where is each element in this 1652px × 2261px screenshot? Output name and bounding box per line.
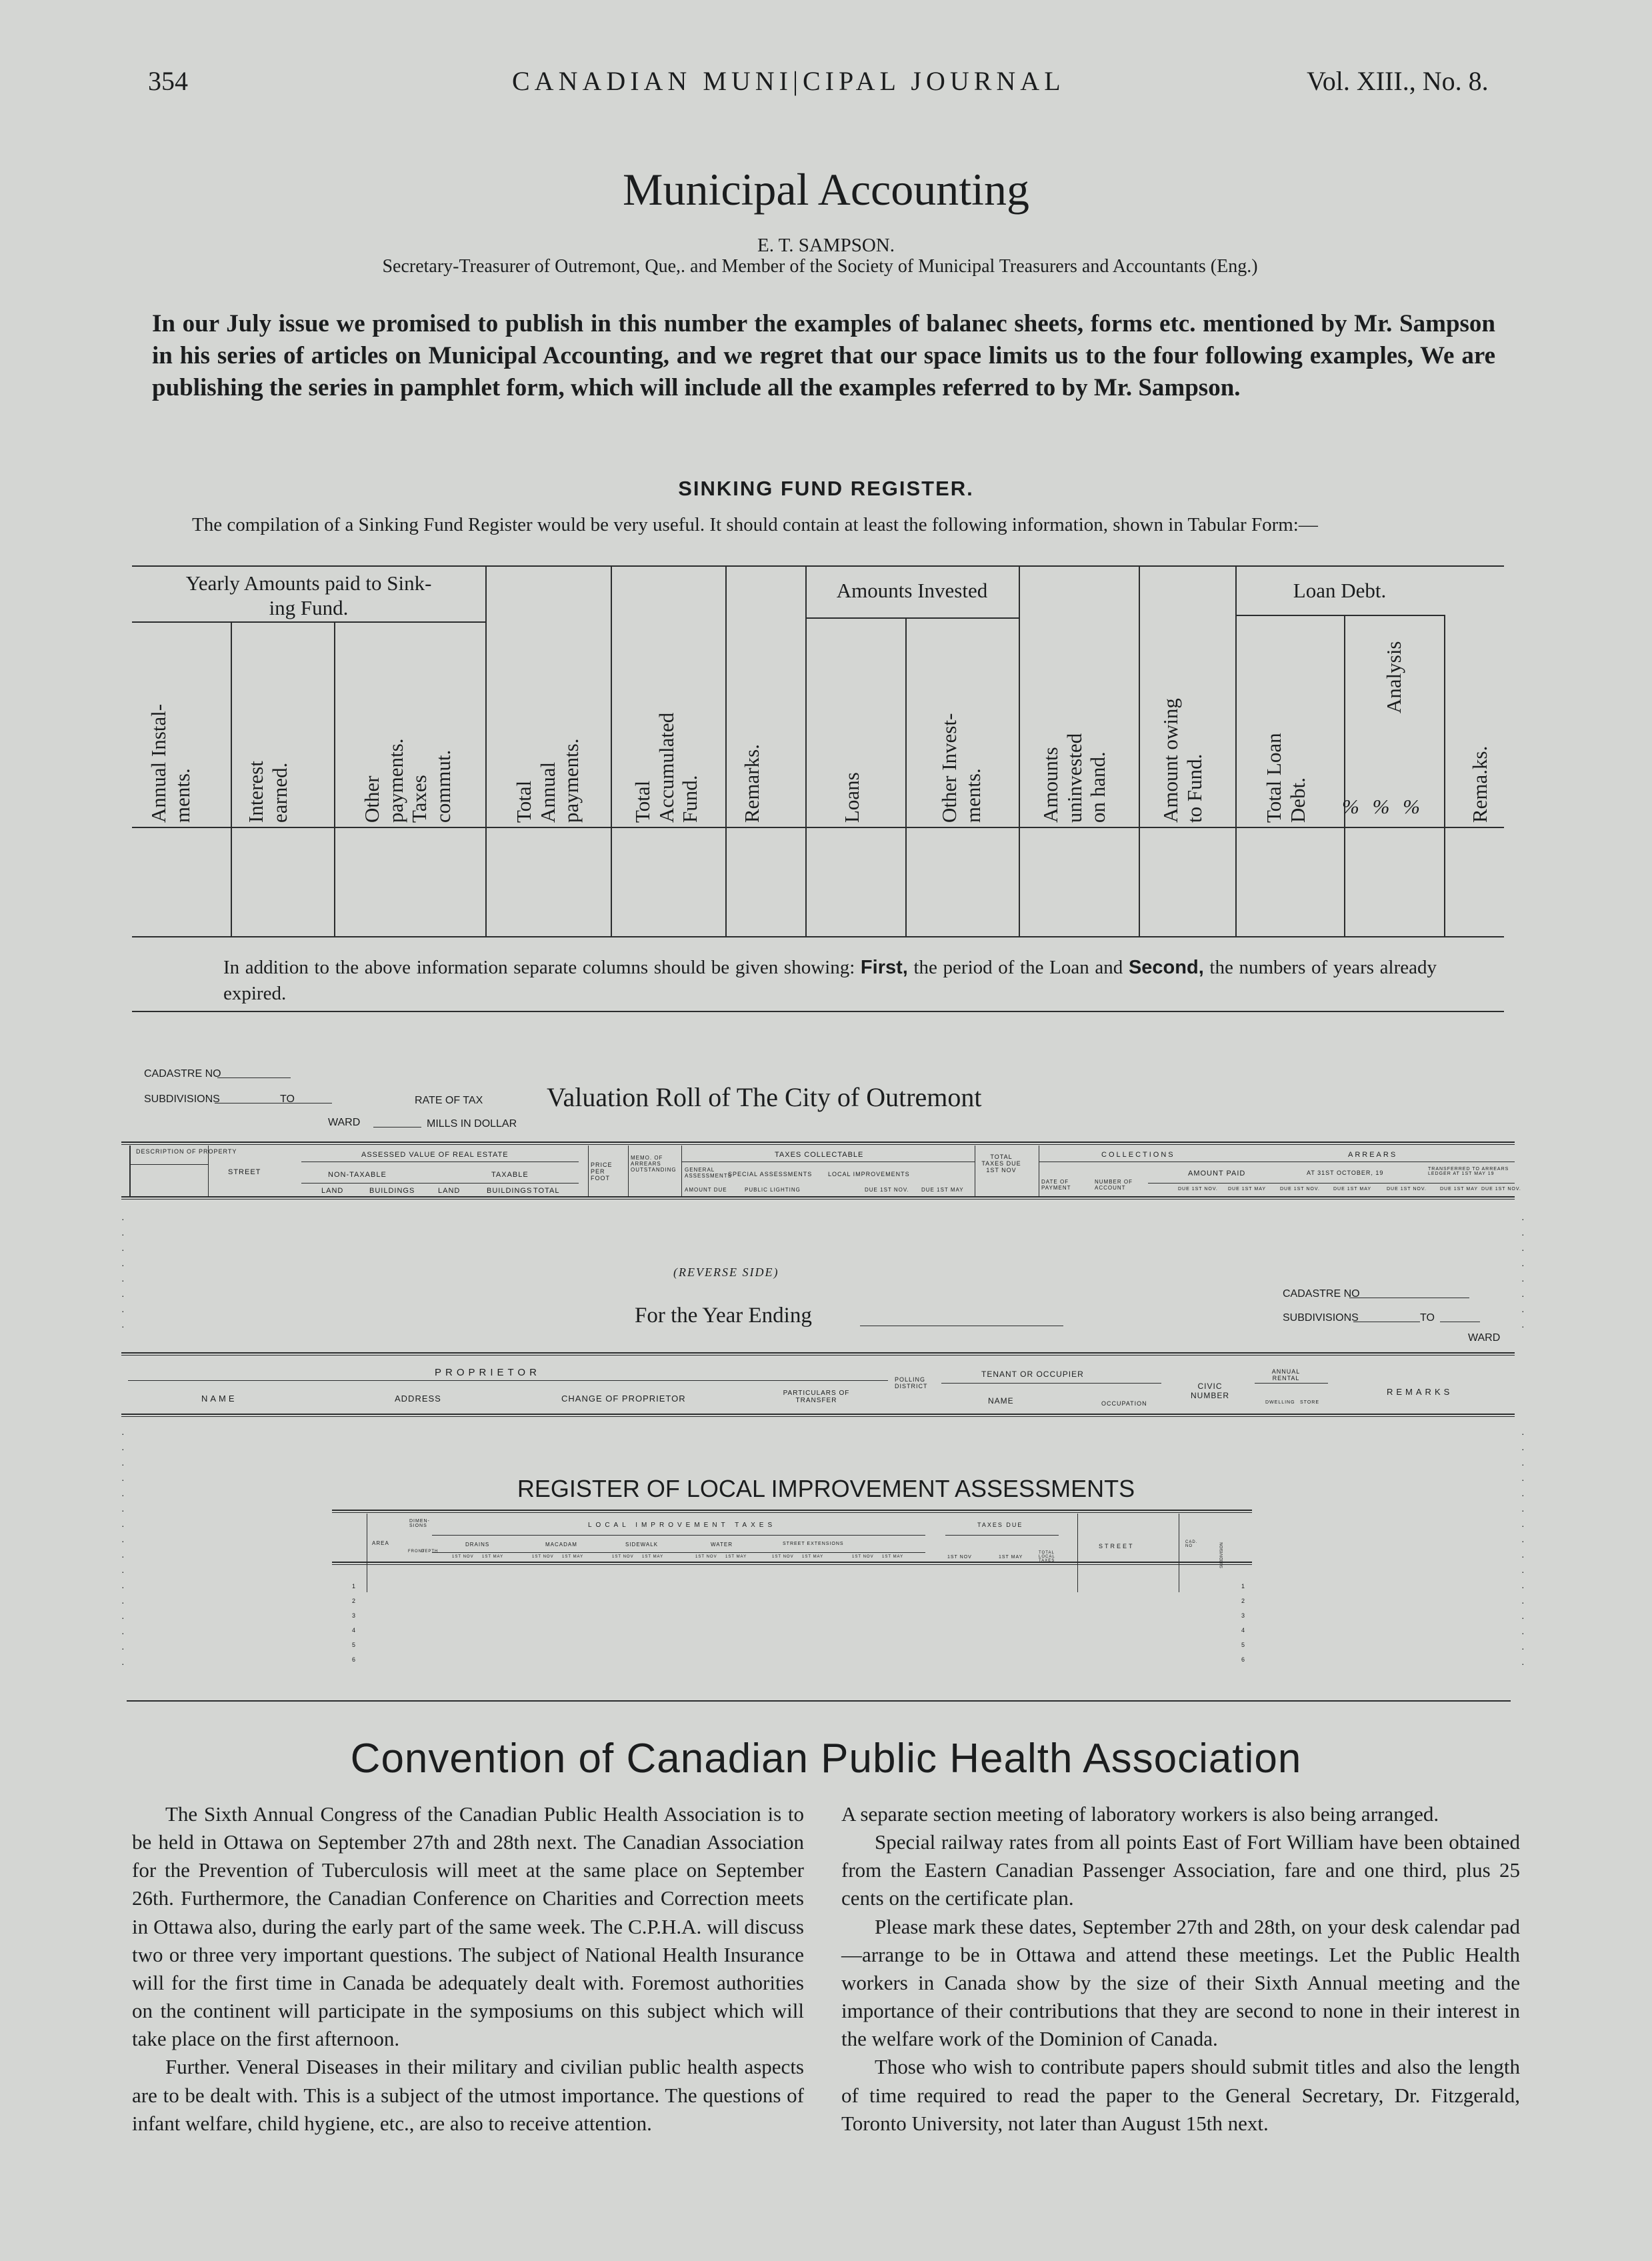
margin-tick: · bbox=[1521, 1428, 1525, 1439]
margin-tick: · bbox=[121, 1229, 125, 1240]
margin-tick: · bbox=[121, 1582, 125, 1592]
margin-tick: · bbox=[121, 1520, 125, 1531]
lia-row-number: 6 bbox=[352, 1656, 357, 1663]
margin-tick: · bbox=[121, 1536, 125, 1546]
margin-tick: · bbox=[1521, 1459, 1525, 1470]
cadastre-label: CADASTRE NO bbox=[144, 1068, 221, 1079]
public-lighting: PUBLIC LIGHTING bbox=[745, 1187, 801, 1193]
store: STORE bbox=[1300, 1400, 1319, 1405]
subdivisions-label: SUBDIVISIONS bbox=[144, 1093, 220, 1105]
footnote-first: First, bbox=[860, 957, 908, 978]
margin-tick: · bbox=[121, 1321, 125, 1332]
margin-tick: · bbox=[121, 1290, 125, 1301]
lia-front: FRONT bbox=[408, 1550, 425, 1554]
margin-tick: · bbox=[1521, 1505, 1525, 1516]
margin-tick: · bbox=[1521, 1490, 1525, 1500]
lia-street: STREET bbox=[1099, 1543, 1135, 1550]
sf-column-header: Other payments. Taxes commut. bbox=[360, 738, 455, 823]
buildings-2: BUILDINGS bbox=[487, 1187, 533, 1195]
convention-paragraph-6: Those who wish to contribute papers should submit titles and also the length of time required to read the paper to the General Secretary, Dr. Fitzgerald, Toronto University, not later than August 15th next. bbox=[841, 2055, 1520, 2135]
proprietor: PROPRIETOR bbox=[435, 1367, 541, 1378]
lia-drains: DRAINS bbox=[465, 1542, 490, 1548]
sf-column-header: Remarks. bbox=[740, 744, 763, 823]
annual-rental: ANNUAL RENTAL bbox=[1271, 1368, 1301, 1382]
vr-due-date: DUE 1ST NOV. bbox=[1280, 1187, 1320, 1192]
editor-note: In our July issue we promised to publish in this number the examples of balanec sheets, forms etc. mentioned by Mr. Sampson in his series of articles on Municipal Accounting, and we regret that our space limits us to the four following examples, We are publishing the series in pamphlet form, which will include all the examples referred to by Mr. Sampson. bbox=[152, 310, 1495, 402]
collections: COLLECTIONS bbox=[1101, 1151, 1175, 1159]
sf-column-header: Interest earned. bbox=[244, 761, 291, 823]
margin-tick: · bbox=[1521, 1244, 1525, 1255]
lia-row-number: 4 bbox=[352, 1627, 357, 1634]
non-taxable: NON-TAXABLE bbox=[328, 1171, 387, 1179]
vr-local-improvements: LOCAL IMPROVEMENTS bbox=[828, 1171, 910, 1178]
lia-row-number: 5 bbox=[1241, 1642, 1246, 1648]
margin-tick: · bbox=[121, 1628, 125, 1638]
lia-nov: 1ST NOV bbox=[947, 1555, 972, 1560]
vr-name-1: NAME bbox=[201, 1394, 237, 1404]
sf-column-header: Amount owing to Fund. bbox=[1159, 698, 1206, 823]
margin-tick: · bbox=[121, 1260, 125, 1270]
footnote-text-b: the period of the Loan and bbox=[907, 957, 1129, 978]
sf-column-header: Total Loan Debt. bbox=[1262, 733, 1309, 823]
convention-paragraph-1: The Sixth Annual Congress of the Canadian Public Health Association is to be held in Ottawa on September 27th and 28th next. The Canadian Association for the Prevention of Tuberculosis will meet at the same place on September 26th. Furthermore, the Canadian Conference on Charities and Correction meets in Ottawa also, during the early part of the same week. The C.P.H.A. will discuss two or three very important questions. The subject of National Health Insurance will for the first time in Canada be adequately dealt with. Foremost authorities on the continent will participate in the symposiums on this subject which will take place on the first afternoon. bbox=[132, 1802, 804, 2051]
subdivisions-label-2: SUBDIVISIONS bbox=[1283, 1312, 1359, 1324]
subdivisions-to-2: TO bbox=[1420, 1312, 1435, 1324]
lia-due-sub: 1ST NOV bbox=[612, 1555, 634, 1559]
convention-paragraph-2: Further. Veneral Diseases in their military and civilian public health aspects are to be dealt with. This is a subject of the utmost importance. The questions of infant welfare, child hygiene, etc., are also to receive attention. bbox=[132, 2055, 804, 2135]
vr-due-date: DUE 1ST MAY bbox=[1333, 1187, 1372, 1192]
margin-tick: · bbox=[1521, 1290, 1525, 1301]
lia-row-number: 2 bbox=[1241, 1598, 1246, 1604]
convention-paragraph-4: Special railway rates from all points East of Fort William have been obtained from the Eastern Canadian Passenger Association, fare and one third, plus 25 cents on the certificate plan. bbox=[841, 1830, 1520, 1910]
margin-tick: · bbox=[121, 1505, 125, 1516]
lia-may: 1ST MAY bbox=[999, 1555, 1023, 1560]
margin-tick: · bbox=[121, 1643, 125, 1654]
margin-tick: · bbox=[121, 1597, 125, 1608]
percent-marks: % % % bbox=[1342, 795, 1420, 818]
total-1: TOTAL bbox=[533, 1187, 560, 1195]
sinking-fund-heading: SINKING FUND REGISTER. bbox=[678, 477, 974, 500]
change-of-proprietor: CHANGE OF PROPRIETOR bbox=[561, 1394, 686, 1404]
vr-due-date: DUE 1ST MAY bbox=[1228, 1187, 1267, 1192]
valuation-roll-title: Valuation Roll of The City of Outremont bbox=[547, 1082, 982, 1112]
margin-tick: · bbox=[121, 1214, 125, 1224]
analysis-label: Analysis bbox=[1382, 641, 1405, 713]
lia-cad-no: CAD. NO bbox=[1185, 1540, 1198, 1548]
lia-depth: DEPTH bbox=[421, 1550, 439, 1554]
sf-column-header: Annual Instal- ments. bbox=[147, 703, 194, 823]
group-amounts-invested: Amounts Invested bbox=[836, 579, 988, 602]
vr-due-date: DUE 1ST NOV. bbox=[1481, 1187, 1521, 1192]
total-taxes-due: TOTAL TAXES DUE 1ST NOV bbox=[981, 1154, 1021, 1174]
lia-due-sub: 1ST NOV bbox=[452, 1555, 474, 1559]
lia-row-number: 6 bbox=[1241, 1656, 1246, 1663]
margin-tick: · bbox=[1521, 1520, 1525, 1531]
reverse-side: (REVERSE SIDE) bbox=[673, 1266, 779, 1279]
margin-tick: · bbox=[1521, 1214, 1525, 1224]
occupation: OCCUPATION bbox=[1101, 1400, 1147, 1407]
group-yearly-line1: Yearly Amounts paid to Sink- bbox=[185, 571, 432, 595]
sinking-fund-lead: The compilation of a Sinking Fund Register would be very useful. It should contain at least the following information, shown in Tabular Form:— bbox=[192, 514, 1318, 535]
margin-tick: · bbox=[1521, 1551, 1525, 1562]
memo-arrears: MEMO. OF ARREARS OUTSTANDING bbox=[631, 1155, 677, 1173]
vr-due-date: DUE 1ST MAY bbox=[1440, 1187, 1479, 1192]
at-31st-october: AT 31ST OCTOBER, 19 bbox=[1307, 1170, 1384, 1176]
local-improvement-taxes: LOCAL IMPROVEMENT TAXES bbox=[588, 1522, 777, 1529]
taxable: TAXABLE bbox=[491, 1171, 529, 1179]
running-head: CANADIAN MUNI|CIPAL JOURNAL bbox=[512, 66, 1065, 96]
vr-name-2: NAME bbox=[988, 1396, 1014, 1406]
margin-tick: · bbox=[121, 1244, 125, 1255]
lia-due-sub: 1ST MAY bbox=[882, 1555, 904, 1559]
lia-title: REGISTER OF LOCAL IMPROVEMENT ASSESSMENTS bbox=[517, 1475, 1135, 1502]
buildings-1: BUILDINGS bbox=[369, 1187, 415, 1195]
polling-district: POLLING DISTRICT bbox=[895, 1376, 928, 1390]
lia-subdivision: SUBDIVISION bbox=[1220, 1542, 1224, 1568]
lia-row-number: 3 bbox=[1241, 1612, 1246, 1619]
margin-tick: · bbox=[1521, 1474, 1525, 1485]
sf-column-header: Total Accumulated Fund. bbox=[631, 712, 702, 823]
margin-tick: · bbox=[1521, 1612, 1525, 1623]
lia-taxes-due: TAXES DUE bbox=[977, 1522, 1023, 1528]
margin-tick: · bbox=[1521, 1444, 1525, 1454]
lia-row-number: 5 bbox=[352, 1642, 357, 1648]
sf-column-header: Other Invest- ments. bbox=[937, 713, 985, 823]
due-nov-1: DUE 1ST NOV. bbox=[865, 1187, 909, 1193]
convention-left-column bbox=[132, 1800, 804, 2138]
margin-tick: · bbox=[121, 1275, 125, 1286]
margin-tick: · bbox=[121, 1551, 125, 1562]
sf-column-header: Loans bbox=[840, 772, 863, 823]
lia-sidewalk: SIDEWALK bbox=[625, 1542, 659, 1548]
footnote-text-c: the numbers of years already expired. bbox=[223, 957, 1437, 1005]
number-of-account: NUMBER OF ACCOUNT bbox=[1095, 1179, 1133, 1191]
sf-column-header: Rema.ks. bbox=[1468, 745, 1491, 823]
date-of-payment: DATE OF PAYMENT bbox=[1041, 1179, 1071, 1191]
page-number: 354 bbox=[148, 66, 188, 96]
vr-address: ADDRESS bbox=[395, 1394, 441, 1404]
land-1: LAND bbox=[321, 1187, 344, 1195]
lia-form bbox=[332, 1510, 1252, 1663]
footnote-second: Second, bbox=[1128, 957, 1204, 978]
price-per-foot: PRICE PER FOOT bbox=[591, 1162, 613, 1182]
margin-tick: · bbox=[1521, 1643, 1525, 1654]
assessed-value: ASSESSED VALUE OF REAL ESTATE bbox=[361, 1151, 509, 1159]
group-yearly-amounts bbox=[132, 571, 485, 620]
margin-tick: · bbox=[1521, 1306, 1525, 1316]
article-author: E. T. SAMPSON. bbox=[757, 235, 895, 256]
transferred-to-arrears: TRANSFERRED TO ARREARS LEDGER AT 1ST MAY 19 bbox=[1428, 1167, 1509, 1176]
lia-street-extensions: STREET EXTENSIONS bbox=[783, 1542, 844, 1546]
vr-remarks: REMARKS bbox=[1387, 1387, 1453, 1397]
ward-label: WARD bbox=[328, 1117, 361, 1128]
convention-right-column bbox=[841, 1800, 1520, 2138]
lia-water: WATER bbox=[711, 1542, 733, 1548]
lia-row-number: 4 bbox=[1241, 1627, 1246, 1634]
margin-tick: · bbox=[1521, 1582, 1525, 1592]
sf-column-header: Amounts uninvested on hand. bbox=[1039, 733, 1110, 823]
margin-tick: · bbox=[121, 1658, 125, 1669]
general-assessments: GENERAL ASSESSMENTS bbox=[685, 1167, 733, 1179]
cadastre-label-2: CADASTRE NO bbox=[1283, 1288, 1360, 1300]
description-of-property: DESCRIPTION OF PROPERTY bbox=[136, 1148, 237, 1155]
valuation-roll-form bbox=[121, 1142, 1521, 1202]
subdivisions-to: TO bbox=[280, 1093, 295, 1105]
taxes-collectable: TAXES COLLECTABLE bbox=[775, 1151, 864, 1159]
lia-due-sub: 1ST NOV bbox=[772, 1555, 794, 1559]
particulars-of-transfer: PARTICULARS OF TRANSFER bbox=[783, 1390, 850, 1404]
margin-tick: · bbox=[1521, 1260, 1525, 1270]
footnote-text-a: In addition to the above information separate columns should be given showing: bbox=[223, 957, 861, 978]
margin-tick: · bbox=[1521, 1628, 1525, 1638]
margin-tick: · bbox=[1521, 1566, 1525, 1577]
amount-paid: AMOUNT PAID bbox=[1188, 1170, 1246, 1178]
group-yearly-line2: ing Fund. bbox=[269, 596, 349, 620]
lia-due-sub: 1ST NOV bbox=[852, 1555, 874, 1559]
vr-due-date: DUE 1ST NOV. bbox=[1178, 1187, 1218, 1192]
margin-tick: · bbox=[121, 1474, 125, 1485]
for-year-ending: For the Year Ending bbox=[635, 1304, 812, 1328]
vr-street: STREET bbox=[228, 1168, 261, 1176]
mills-in-dollar: MILLS IN DOLLAR bbox=[427, 1118, 517, 1129]
lia-area: AREA bbox=[372, 1540, 389, 1546]
lia-due-sub: 1ST MAY bbox=[482, 1555, 504, 1559]
rate-of-tax: RATE OF TAX bbox=[415, 1095, 483, 1106]
margin-tick: · bbox=[121, 1612, 125, 1623]
land-2: LAND bbox=[438, 1187, 461, 1195]
lia-due-sub: 1ST NOV bbox=[532, 1555, 554, 1559]
valuation-roll-reverse bbox=[121, 1352, 1515, 1419]
lia-row-number: 2 bbox=[352, 1598, 357, 1604]
margin-tick: · bbox=[1521, 1275, 1525, 1286]
lia-row-number: 3 bbox=[352, 1612, 357, 1619]
margin-tick: · bbox=[1521, 1321, 1525, 1332]
margin-tick: · bbox=[121, 1306, 125, 1316]
margin-tick: · bbox=[121, 1428, 125, 1439]
lia-dimensions: DIMEN-SIONS bbox=[409, 1519, 430, 1528]
article-affiliation: Secretary-Treasurer of Outremont, Que,. and Member of the Society of Municipal Treasurers and Accountants (Eng.) bbox=[382, 256, 1258, 277]
arrears: ARREARS bbox=[1348, 1151, 1398, 1159]
convention-paragraph-5: Please mark these dates, September 27th and 28th, on your desk calendar pad—arrange to be in Ottawa and attend these meetings. Let the Public Health workers in Canada show by the size of their Sixth Annual meeting and the importance of their contributions that they are second to none in their interest in the welfare work of the Dominion of Canada. bbox=[841, 1914, 1520, 2051]
margin-tick: · bbox=[121, 1566, 125, 1577]
dwelling: DWELLING bbox=[1265, 1400, 1295, 1405]
civic-number: CIVIC NUMBER bbox=[1190, 1382, 1229, 1400]
group-loan-debt: Loan Debt. bbox=[1293, 579, 1387, 602]
due-may-1: DUE 1ST MAY bbox=[921, 1187, 964, 1193]
lia-due-sub: 1ST NOV bbox=[695, 1555, 717, 1559]
lia-due-sub: 1ST MAY bbox=[642, 1555, 664, 1559]
margin-tick: · bbox=[1521, 1597, 1525, 1608]
vr-due-date: DUE 1ST NOV. bbox=[1387, 1187, 1427, 1192]
margin-tick: · bbox=[121, 1459, 125, 1470]
margin-tick: · bbox=[1521, 1229, 1525, 1240]
lia-total-local-taxes: TOTAL LOCAL TAXES bbox=[1039, 1551, 1055, 1563]
volume-issue: Vol. XIII., No. 8. bbox=[1307, 66, 1489, 96]
sinking-fund-table bbox=[132, 565, 1504, 939]
margin-tick: · bbox=[1521, 1658, 1525, 1669]
lia-macadam: MACADAM bbox=[545, 1542, 577, 1548]
lia-due-sub: 1ST MAY bbox=[725, 1555, 747, 1559]
article-title: Municipal Accounting bbox=[622, 164, 1029, 215]
amount-due: AMOUNT DUE bbox=[685, 1187, 727, 1193]
sf-column-header: Total Annual payments. bbox=[512, 738, 583, 823]
margin-tick: · bbox=[121, 1444, 125, 1454]
convention-title: Convention of Canadian Public Health Association bbox=[350, 1736, 1302, 1782]
lia-row-number: 1 bbox=[1241, 1583, 1246, 1590]
convention-paragraph-3: A separate section meeting of laboratory workers is also being arranged. bbox=[841, 1802, 1439, 1826]
margin-tick: · bbox=[121, 1490, 125, 1500]
lia-due-sub: 1ST MAY bbox=[802, 1555, 824, 1559]
margin-tick: · bbox=[1521, 1536, 1525, 1546]
ward-label-2: WARD bbox=[1468, 1332, 1501, 1344]
special-assessments: SPECIAL ASSESSMENTS bbox=[728, 1171, 813, 1178]
lia-due-sub: 1ST MAY bbox=[562, 1555, 584, 1559]
lia-row-number: 1 bbox=[352, 1583, 357, 1590]
sinking-fund-footnote bbox=[223, 955, 1437, 1007]
tenant-or-occupier: TENANT OR OCCUPIER bbox=[981, 1370, 1084, 1379]
